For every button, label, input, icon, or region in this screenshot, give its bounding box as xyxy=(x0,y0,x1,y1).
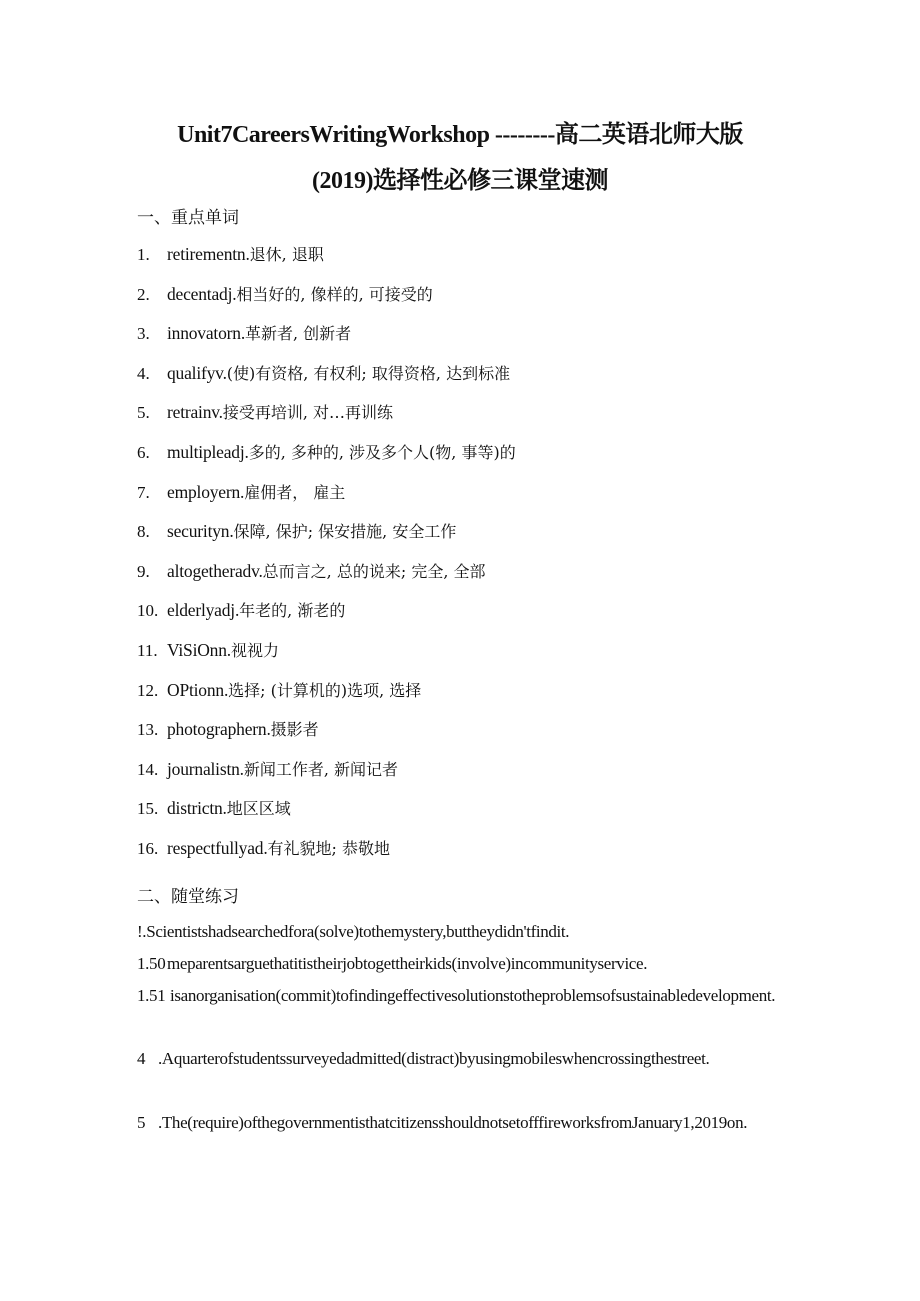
exercise-item xyxy=(137,980,777,1012)
vocab-number: 6. xyxy=(137,442,150,462)
vocab-definition: 年老的, 渐老的 xyxy=(239,601,346,621)
vocab-definition: 摄影者 xyxy=(270,720,319,740)
vocab-definition: 新闻工作者, 新闻记者 xyxy=(243,759,399,779)
vocab-definition: (使)有资格, 有权利; 取得资格, 达到标准 xyxy=(226,363,511,383)
vocab-number: 1. xyxy=(137,245,150,264)
vocab-word: employern. xyxy=(167,481,245,502)
vocab-item xyxy=(137,401,817,441)
vocab-number: 11. xyxy=(137,640,158,660)
vocab-item xyxy=(137,322,817,362)
vocab-definition: 地区区域 xyxy=(226,799,291,819)
vocab-definition: 接受再培训, 对…再训练 xyxy=(222,403,394,423)
vocab-definition: 保障, 保护; 保安措施, 安全工作 xyxy=(233,522,457,542)
vocab-word: innovatorn. xyxy=(167,323,245,344)
exercise-text: meparentsarguethatitistheirjobtogettheirkids(involve)incommunityservice. xyxy=(167,954,648,973)
exercise-number: 1.50 xyxy=(137,954,166,973)
document-title-line-2: (2019)选择性必修三课堂速测 xyxy=(312,168,608,194)
vocab-word: qualifyv. xyxy=(167,362,227,383)
vocab-word: photographern. xyxy=(167,719,271,740)
vocab-word: elderlyadj. xyxy=(167,600,240,621)
document-title-line-1: Unit7CareersWritingWorkshop --------高二英语北师大版 xyxy=(177,122,743,148)
vocab-definition: 视视力 xyxy=(230,640,279,660)
vocab-number: 2. xyxy=(137,284,150,304)
vocab-word: OPtionn. xyxy=(167,679,229,700)
vocab-number: 7. xyxy=(137,482,150,502)
vocab-item xyxy=(137,560,817,600)
exercise-text: .Aquarterofstudentssurveyedadmitted(distract)byusingmobileswhencrossingthestreet. xyxy=(158,1049,710,1068)
exercise-number: 1.51 xyxy=(137,986,166,1005)
vocab-item xyxy=(137,283,817,323)
vocab-item xyxy=(137,837,817,877)
exercise-item xyxy=(137,1043,777,1075)
vocab-number: 9. xyxy=(137,561,150,581)
vocab-definition: 总而言之, 总的说来; 完全, 全部 xyxy=(262,561,486,581)
vocab-definition: 有礼貌地; 恭敬地 xyxy=(267,838,390,858)
vocab-definition: 多的, 多种的, 涉及多个人(物, 事等)的 xyxy=(248,442,516,462)
exercise-item xyxy=(137,1107,777,1139)
vocab-item xyxy=(137,599,817,639)
vocab-word: retrainv. xyxy=(167,402,223,423)
exercise-item xyxy=(137,948,777,980)
vocab-word: retirementn. xyxy=(167,244,250,264)
exercise-text: isanorganisation(commit)tofindingeffectivesolutionstotheproblemsofsustainabledevelopment. xyxy=(170,986,776,1005)
vocabulary-list xyxy=(137,243,817,877)
vocab-item xyxy=(137,639,817,679)
vocab-word: decentadj. xyxy=(167,283,237,304)
exercise-number: 4 xyxy=(137,1049,146,1068)
vocab-item xyxy=(137,441,817,481)
vocab-number: 4. xyxy=(137,363,150,383)
exercise-text: !.Scientistshadsearchedfora(solve)tothemystery,buttheydidn'tfindit. xyxy=(137,922,570,941)
vocab-number: 3. xyxy=(137,324,150,344)
vocab-item xyxy=(137,362,817,402)
section-heading-vocabulary: 一、重点单词 xyxy=(137,208,239,228)
vocab-number: 5. xyxy=(137,403,150,423)
vocab-word: districtn. xyxy=(167,798,227,819)
exercise-item xyxy=(137,916,777,948)
vocab-number: 10. xyxy=(137,601,159,621)
vocab-definition: 革新者, 创新者 xyxy=(245,324,352,344)
vocab-word: multipleadj. xyxy=(167,441,249,462)
section-heading-practice: 二、随堂练习 xyxy=(137,887,239,907)
vocab-definition: 雇佣者， 雇主 xyxy=(244,482,346,502)
vocab-number: 8. xyxy=(137,522,150,542)
exercise-number: 5 xyxy=(137,1113,146,1132)
vocab-number: 12. xyxy=(137,680,159,700)
vocab-number: 15. xyxy=(137,799,159,819)
vocab-item xyxy=(137,243,817,283)
vocab-item xyxy=(137,679,817,719)
vocab-item xyxy=(137,520,817,560)
vocab-word: securityn. xyxy=(167,521,234,542)
vocab-number: 16. xyxy=(137,838,159,858)
vocab-item xyxy=(137,718,817,758)
vocab-number: 13. xyxy=(137,720,159,740)
vocab-item xyxy=(137,481,817,521)
vocab-definition: 选择; (计算机的)选项, 选择 xyxy=(228,680,422,700)
vocab-word: journalistn. xyxy=(167,758,244,779)
vocab-definition: 退休, 退职 xyxy=(249,245,324,264)
vocab-number: 14. xyxy=(137,759,159,779)
vocab-word: ViSiOnn. xyxy=(167,639,231,660)
vocab-word: altogetheradv. xyxy=(167,560,263,581)
vocab-item xyxy=(137,758,817,798)
vocab-word: respectfullyad. xyxy=(167,837,268,858)
vocab-definition: 相当好的, 像样的, 可接受的 xyxy=(236,284,433,304)
exercise-text: .The(require)ofthegovernmentisthatcitizensshouldnotsetofffireworksfromJanuary1,2019on. xyxy=(158,1113,748,1132)
vocab-item xyxy=(137,797,817,837)
